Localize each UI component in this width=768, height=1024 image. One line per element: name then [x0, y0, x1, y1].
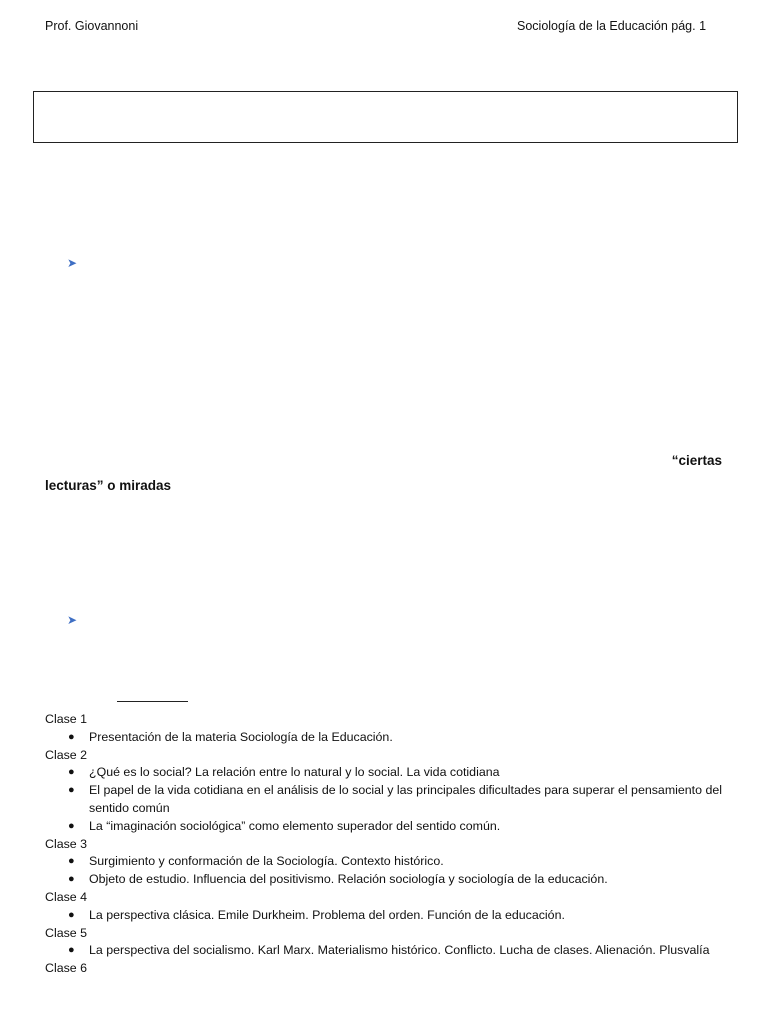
class-label: Clase 1	[45, 712, 88, 726]
topic-text: La “imaginación sociológica” como elemento superador del sentido común.	[89, 818, 501, 833]
class-label: Clase 2	[45, 747, 88, 762]
list-item	[45, 907, 730, 925]
class-schedule	[45, 711, 730, 978]
class-label: Clase 5	[45, 925, 88, 940]
arrow-bullet-icon: ➤	[67, 613, 78, 627]
class-label: Clase 3	[45, 836, 88, 851]
class-topic-list	[45, 907, 730, 925]
topic-text: ¿Qué es lo social? La relación entre lo natural y lo social. La vida cotidiana	[89, 765, 500, 780]
topic-text: La perspectiva clásica. Emile Durkheim. Problema del orden. Función de la educación.	[89, 907, 565, 922]
underline-rule	[117, 701, 188, 702]
list-item	[45, 942, 730, 960]
class-label: Clase 4	[45, 889, 88, 904]
bullet-dot-icon: ●	[68, 784, 75, 797]
list-item	[45, 853, 730, 871]
bullet-dot-icon: ●	[68, 819, 75, 832]
list-item	[45, 729, 730, 747]
list-item	[45, 818, 730, 836]
topic-text: Surgimiento y conformación de la Sociología. Contexto histórico.	[89, 854, 444, 869]
class-label: Clase 6	[45, 961, 88, 976]
topic-text: Presentación de la materia Sociología de la Educación.	[89, 729, 393, 744]
class-topic-list	[45, 764, 730, 835]
list-item	[45, 782, 730, 818]
header-author: Prof. Giovannoni	[45, 19, 139, 33]
header-course-page: Sociología de la Educación pág. 1	[517, 19, 707, 33]
class-topic-list	[45, 942, 730, 960]
arrow-bullet-icon: ➤	[67, 256, 78, 270]
title-box	[33, 91, 738, 143]
bullet-dot-icon: ●	[68, 873, 75, 886]
bullet-dot-icon: ●	[68, 944, 75, 957]
bullet-dot-icon: ●	[68, 908, 75, 921]
topic-text: Objeto de estudio. Influencia del positivismo. Relación sociología y sociología de la educación.	[89, 872, 608, 887]
class-topic-list	[45, 729, 730, 747]
class-topic-list	[45, 853, 730, 889]
topic-text: La perspectiva del socialismo. Karl Marx. Materialismo histórico. Conflicto. Lucha de clases. Alienación. Plusvalía	[89, 943, 710, 958]
topic-text: El papel de la vida cotidiana en el análisis de lo social y las principales dificultades para superar el pensamiento del sentido común	[89, 783, 722, 815]
bullet-dot-icon: ●	[68, 855, 75, 868]
list-item	[45, 871, 730, 889]
bullet-dot-icon: ●	[68, 730, 75, 743]
bold-fragment-ciertas: “ciertas	[671, 453, 722, 468]
list-item	[45, 764, 730, 782]
bullet-dot-icon: ●	[68, 766, 75, 779]
bold-fragment-lecturas: lecturas” o miradas	[45, 478, 172, 493]
